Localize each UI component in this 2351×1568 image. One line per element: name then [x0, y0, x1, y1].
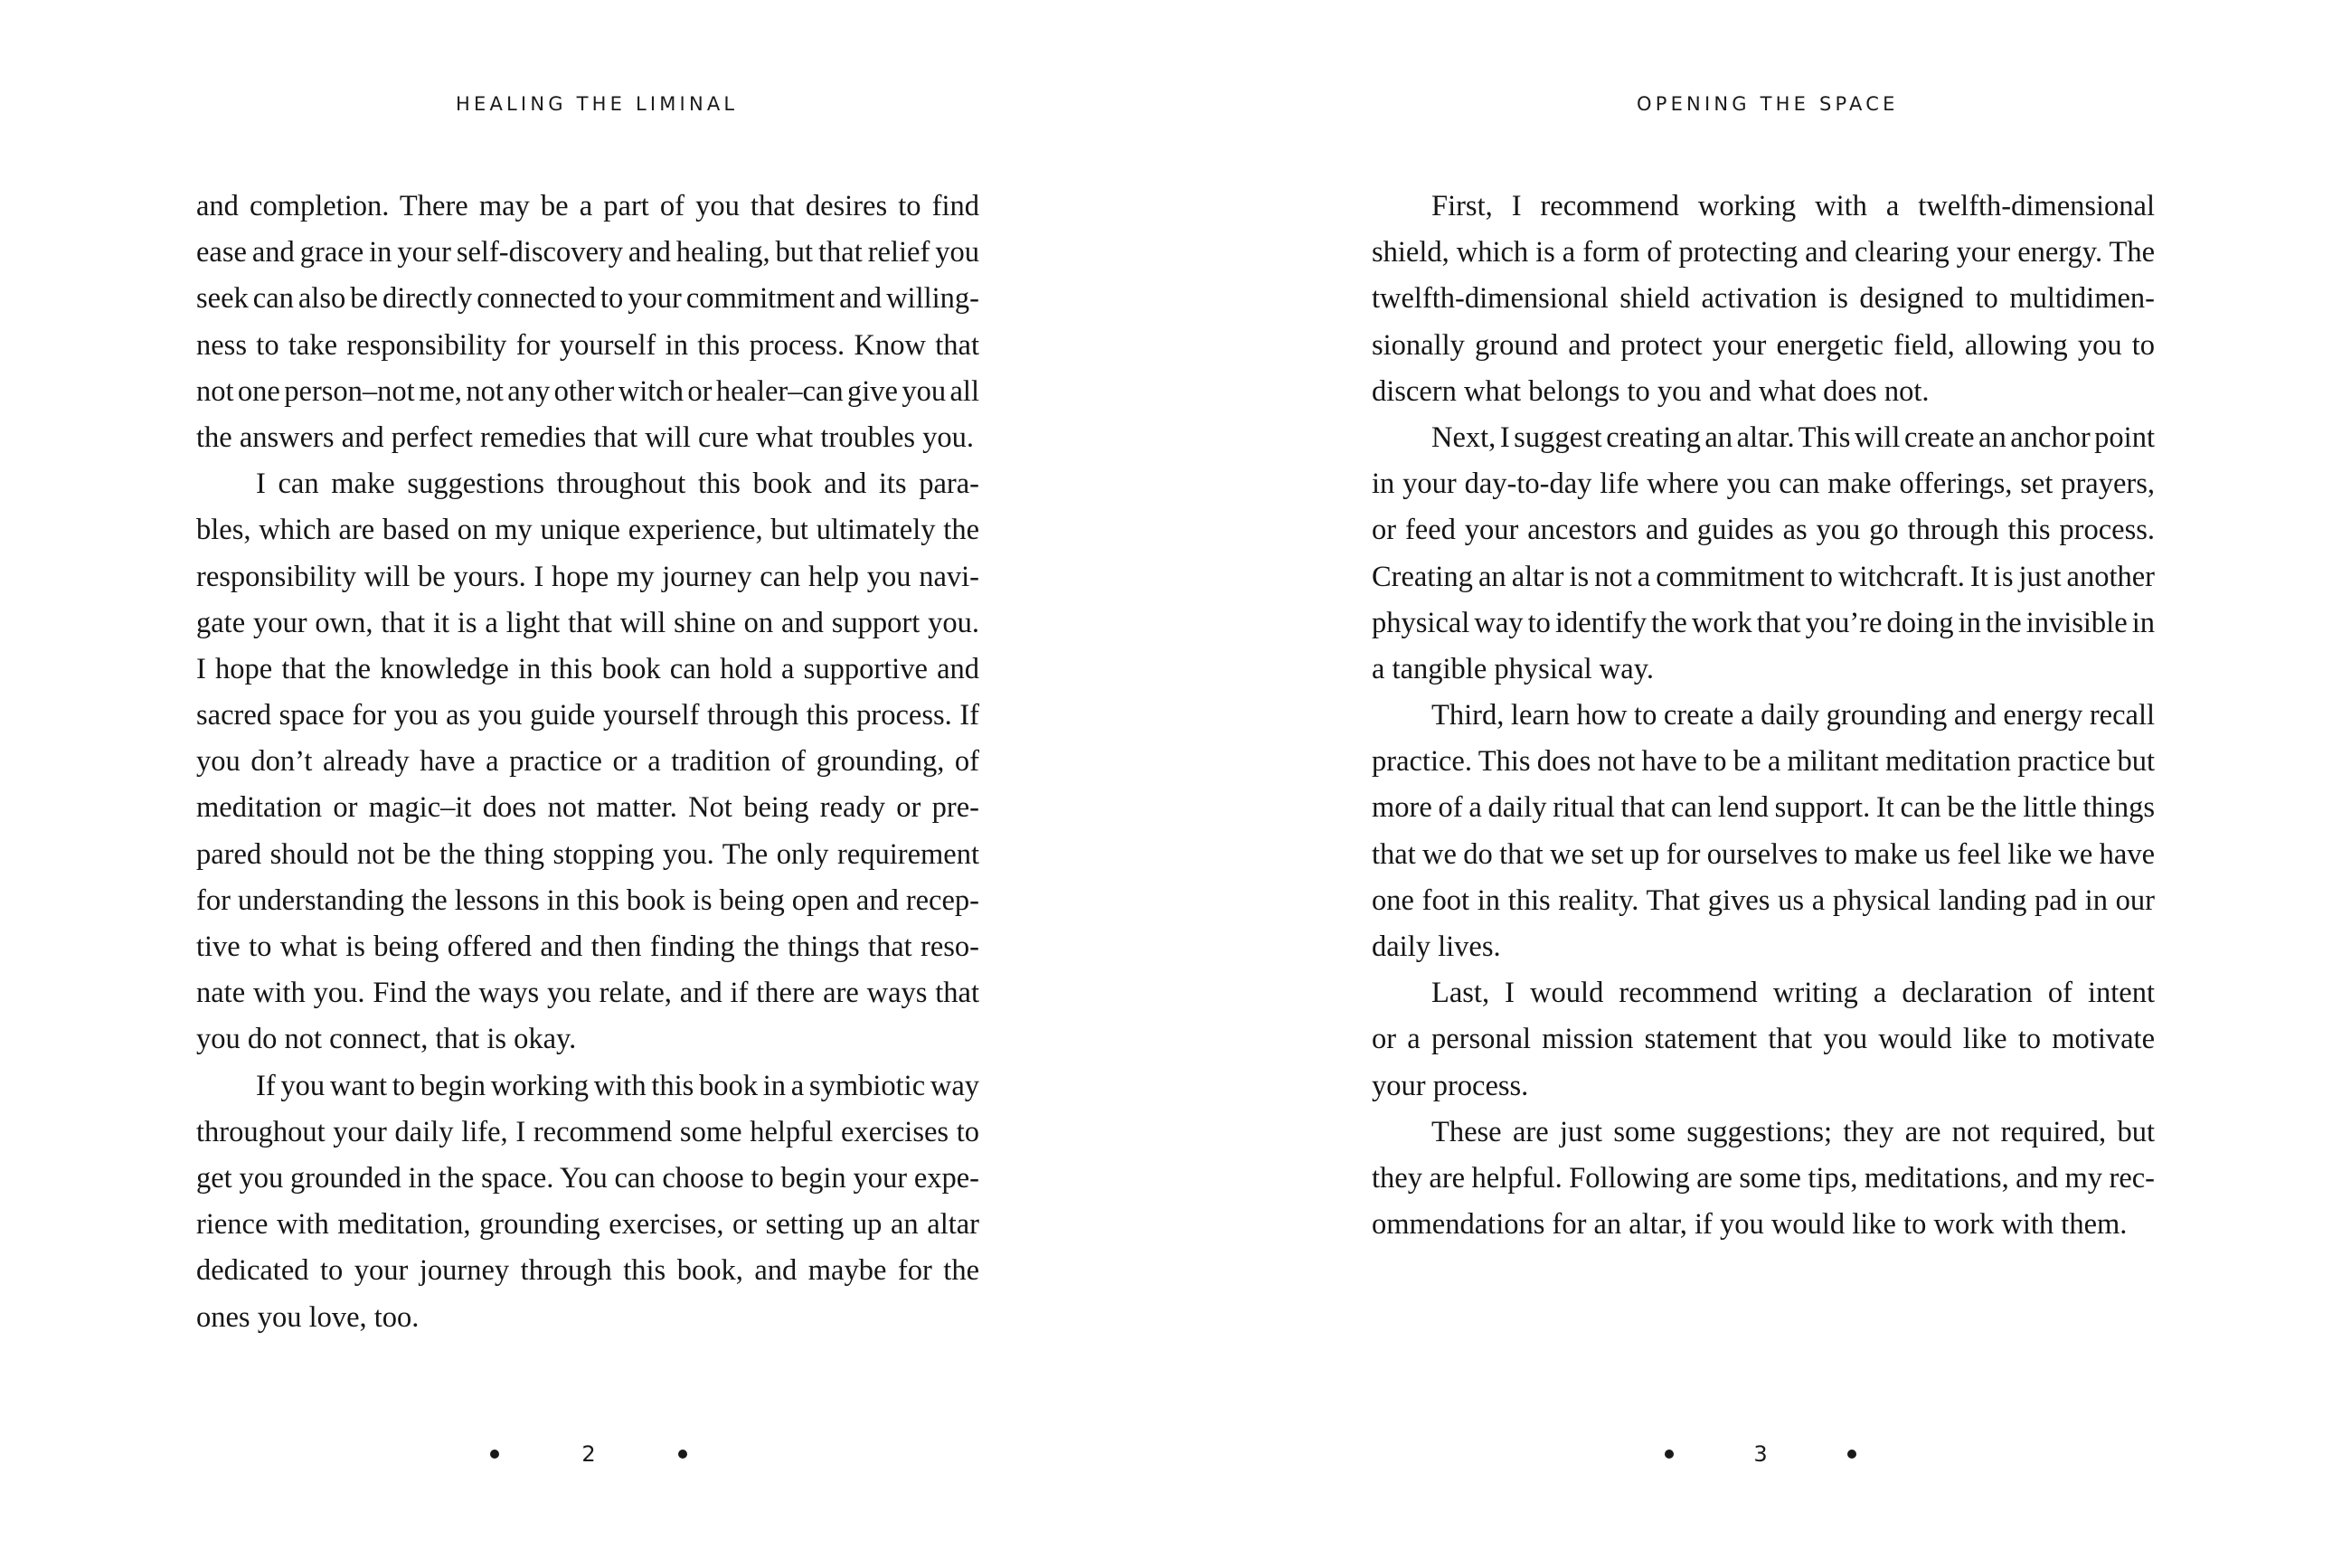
- folio-dot-left: [490, 1450, 499, 1459]
- text-line: or feed your ancestors and guides as you go through this process.: [1372, 514, 2155, 547]
- text-line: nate with you. Find the ways you relate, and if there are ways that: [196, 977, 979, 1010]
- folio-dot-right: [1847, 1450, 1856, 1459]
- page-folio: [490, 1436, 687, 1472]
- text-line: physical way to identify the work that you’re doing in the invisible in: [1372, 606, 2155, 639]
- text-line: and completion. There may be a part of you that desires to find: [196, 190, 979, 222]
- text-line: throughout your daily life, I recommend some helpful exercises to: [196, 1115, 979, 1148]
- text-line: that we do that we set up for ourselves to make us feel like we have: [1372, 837, 2155, 871]
- folio-dot-right: [678, 1450, 687, 1459]
- text-line: bles, which are based on my unique experience, but ultimately the: [196, 514, 979, 547]
- text-line: they are helpful. Following are some tips, meditations, and my rec-: [1372, 1161, 2155, 1195]
- text-line: ness to take responsibility for yourself in this process. Know that: [196, 328, 979, 362]
- text-line: daily lives.: [1372, 930, 1501, 963]
- text-line: ease and grace in your self-discovery and healing, but that relief you: [196, 236, 979, 269]
- page-number: 3: [1753, 1441, 1768, 1467]
- text-line: a tangible physical way.: [1372, 652, 1654, 685]
- text-line: seek can also be directly connected to your commitment and willing-: [196, 282, 979, 316]
- page-number: 2: [581, 1441, 596, 1467]
- text-line: Last, I would recommend writing a declaration of intent: [1431, 977, 2155, 1010]
- running-head: OPENING THE SPACE: [1637, 93, 1899, 115]
- body-text: [196, 184, 979, 1341]
- text-line: I hope that the knowledge in this book can hold a supportive and: [196, 652, 979, 685]
- text-line: shield, which is a form of protecting and clearing your energy. The: [1372, 236, 2155, 269]
- text-line: you don’t already have a practice or a tradition of grounding, of: [196, 745, 979, 779]
- text-line: rience with meditation, grounding exercises, or setting up an altar: [196, 1208, 979, 1242]
- text-line: sionally ground and protect your energetic field, allowing you to: [1372, 328, 2155, 362]
- running-head: HEALING THE LIMINAL: [456, 93, 739, 115]
- text-line: gate your own, that it is a light that will shine on and support you.: [196, 606, 979, 639]
- text-line: your process.: [1372, 1069, 1529, 1102]
- text-line: Next, I suggest creating an altar. This will create an anchor point: [1431, 420, 2155, 454]
- text-line: responsibility will be yours. I hope my journey can help you navi-: [196, 560, 979, 593]
- text-line: not one person–not me, not any other witch or healer–can give you all: [196, 374, 979, 408]
- text-line: one foot in this reality. That gives us a physical landing pad in our: [1372, 883, 2155, 917]
- page-folio: [1665, 1436, 1856, 1472]
- text-line: tive to what is being offered and then finding the things that reso-: [196, 930, 979, 963]
- text-line: I can make suggestions throughout this book and its para-: [256, 468, 979, 501]
- text-line: meditation or magic–it does not matter. Not being ready or pre-: [196, 791, 979, 825]
- text-line: more of a daily ritual that can lend support. It can be the little things: [1372, 791, 2155, 825]
- folio-dot-left: [1665, 1450, 1674, 1459]
- text-line: If you want to begin working with this book in a symbiotic way: [256, 1069, 979, 1102]
- text-line: practice. This does not have to be a militant meditation practice but: [1372, 745, 2155, 779]
- text-line: dedicated to your journey through this book, and maybe for the: [196, 1254, 979, 1288]
- text-line: or a personal mission statement that you would like to motivate: [1372, 1023, 2155, 1056]
- text-line: you do not connect, that is okay.: [196, 1023, 577, 1056]
- text-line: First, I recommend working with a twelfth-dimensional: [1431, 190, 2155, 222]
- text-line: pared should not be the thing stopping you. The only requirement: [196, 837, 979, 871]
- text-line: These are just some suggestions; they are not required, but: [1431, 1115, 2155, 1148]
- text-line: sacred space for you as you guide yourself through this process. If: [196, 699, 979, 732]
- text-line: the answers and perfect remedies that will cure what troubles you.: [196, 420, 975, 454]
- text-line: Third, learn how to create a daily grounding and energy recall: [1431, 699, 2155, 732]
- body-text: [1372, 184, 2155, 1248]
- right-page: [1176, 0, 2351, 1568]
- text-line: in your day-to-day life where you can make offerings, set prayers,: [1372, 468, 2155, 501]
- text-line: for understanding the lessons in this book is being open and recep-: [196, 883, 979, 917]
- text-line: discern what belongs to you and what does not.: [1372, 374, 1930, 408]
- text-line: ones you love, too.: [196, 1300, 420, 1334]
- text-line: get you grounded in the space. You can choose to begin your expe-: [196, 1161, 979, 1195]
- text-line: twelfth-dimensional shield activation is designed to multidimen-: [1372, 282, 2155, 316]
- text-line: Creating an altar is not a commitment to witchcraft. It is just another: [1372, 560, 2155, 593]
- text-line: ommendations for an altar, if you would like to work with them.: [1372, 1208, 2128, 1242]
